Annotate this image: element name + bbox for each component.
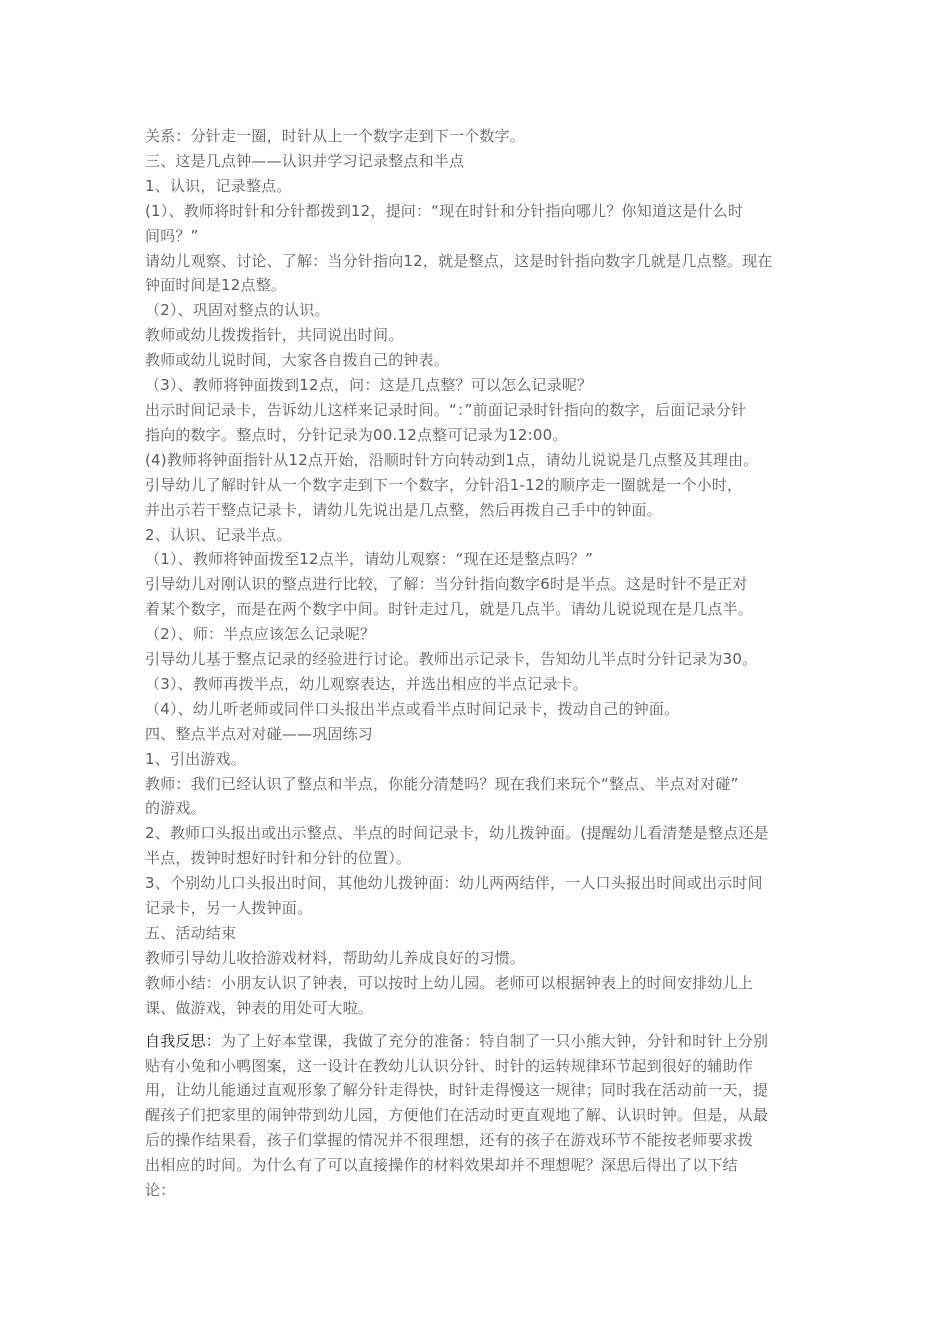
text-line: （2）、师：半点应该怎么记录呢？ [145,625,376,644]
text-line: 引导幼儿基于整点记录的经验进行讨论。教师出示记录卡，告知幼儿半点时分针记录为30。 [145,650,758,669]
subsection-heading: 2、认识、记录半点。 [145,525,292,544]
text-line: （4）、幼儿听老师或同伴口头报出半点或看半点时间记录卡，拨动自己的钟面。 [145,699,680,718]
text-line: （2）、巩固对整点的认识。 [145,301,330,320]
text-line: 引导幼儿了解时针从一个数字走到下一个数字，分针沿1-12的顺序走一圈就是一个小时， [145,475,743,494]
text-line: 并出示若干整点记录卡，请幼儿先说出是几点整，然后再拨自己手中的钟面。 [145,500,662,519]
text-line: （1）、教师将钟面拨至12点半，请幼儿观察：“现在还是整点吗？” [145,550,594,569]
document-page [145,124,825,1203]
text-line: 半点，拨钟时想好时针和分针的位置）。 [145,849,412,868]
text-line: 出示时间记录卡，告诉幼儿这样来记录时间。“：”前面记录时针指向的数字，后面记录分针 [145,400,747,419]
section-heading: 五、活动结束 [145,924,237,942]
text-line: 教师引导幼儿收拾游戏材料，帮助幼儿养成良好的习惯。 [145,948,526,967]
text-line: 的游戏。 [145,799,206,818]
text-line: 课、做游戏，钟表的用处可大啦。 [145,998,374,1017]
text-line: 教师或幼儿拨拨指针，共同说出时间。 [145,326,404,345]
text-line: 醒孩子们把家里的闹钟带到幼儿园，方便他们在活动时更直观地了解、认识时钟。但是，从最 [145,1106,769,1125]
text-line: 教师或幼儿说时间，大家各自拨自己的钟表。 [145,351,450,370]
text-line: 论： [145,1181,176,1200]
subsection-heading: 1、引出游戏。 [145,749,246,768]
text-line: 用，让幼儿能通过直观形象了解分针走得快，时针走得慢这一规律；同时我在活动前一天，提 [145,1081,769,1100]
text-line: 引导幼儿对刚认识的整点进行比较，了解：当分针指向数字6时是半点。这是时针不是正对 [145,575,748,594]
section-heading: 三、这是几点钟——认识并学习记录整点和半点 [145,151,465,170]
text-line: 教师：我们已经认识了整点和半点，你能分清楚吗？现在我们来玩个“整点、半点对对碰” [145,774,739,793]
text-line: 贴有小兔和小鸭图案，这一设计在教幼儿认识分针、时针的运转规律环节起到很好的辅助作 [145,1056,754,1075]
paragraph-gap [145,1021,825,1029]
text-line: 指向的数字。整点时，分针记录为00.12点整可记录为12:00。 [145,425,568,444]
text-line: 2、教师口头报出或出示整点、半点的时间记录卡，幼儿拨钟面。(提醒幼儿看清楚是整点还是 [145,824,769,843]
text-line: 教师小结：小朋友认识了钟表，可以按时上幼儿园。老师可以根据钟表上的时间安排幼儿上 [145,973,754,992]
text-line: 钟面时间是12点整。 [145,276,287,295]
reflection-text: 为了上好本堂课，我做了充分的准备：特自制了一只小熊大钟，分针和时针上分别 [221,1031,769,1050]
self-reflection [145,1029,825,1203]
reflection-first-line [145,1029,825,1054]
lesson-body [145,124,825,1021]
text-line: 出相应的时间。为什么有了可以直接操作的材料效果却并不理想呢？深思后得出了以下结 [145,1156,738,1175]
text-line: 关系：分针走一圈，时针从上一个数字走到下一个数字。 [145,127,526,145]
text-line: （3）、教师再拨半点，幼儿观察表达，并选出相应的半点记录卡。 [145,674,589,693]
section-heading: 四、整点半点对对碰——巩固练习 [145,724,374,743]
text-line: (1）、教师将时针和分针都拨到12，提问：“现在时针和分针指向哪儿？你知道这是什么时 [145,201,744,220]
text-line: (4)教师将钟面指针从12点开始，沿顺时针方向转动到1点，请幼儿说说是几点整及其理由。 [145,450,759,469]
text-line: 间吗？” [145,226,199,245]
text-line: 后的操作结果看，孩子们掌握的情况并不很理想，还有的孩子在游戏环节不能按老师要求拨 [145,1131,754,1150]
reflection-label: 自我反思： [145,1031,222,1050]
text-line: （3）、教师将钟面拨到12点，问：这是几点整？可以怎么记录呢？ [145,376,593,395]
text-line: 着某个数字，而是在两个数字中间。时针走过几，就是几点半。请幼儿说说现在是几点半。 [145,600,754,619]
text-line: 记录卡，另一人拨钟面。 [145,899,313,918]
text-line: 3、个别幼儿口头报出时间，其他幼儿拨钟面：幼儿两两结伴，一人口头报出时间或出示时间 [145,874,763,893]
subsection-heading: 1、认识，记录整点。 [145,176,292,195]
text-line: 请幼儿观察、讨论、了解：当分针指向12，就是整点，这是时针指向数字几就是几点整。现在 [145,251,773,270]
